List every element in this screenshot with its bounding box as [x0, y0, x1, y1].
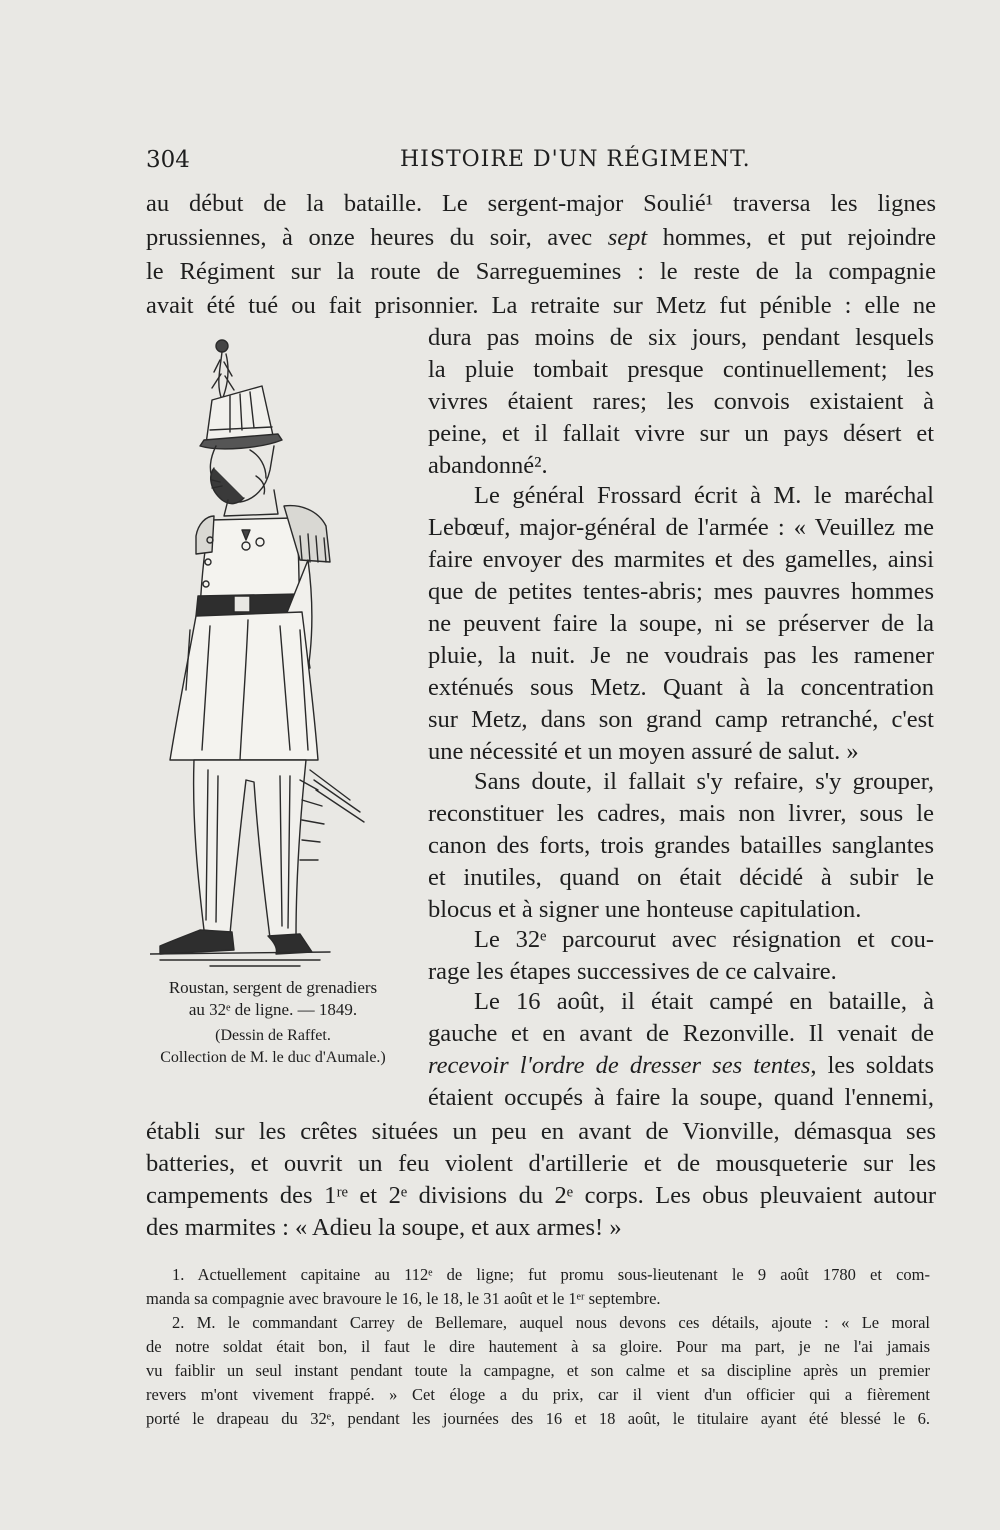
body-line: établi sur les crêtes situées un peu en avant de Vionville, démasqua ses: [146, 1118, 936, 1145]
body-line: Le 16 août, il était campé en bataille, à: [474, 988, 934, 1015]
body-line: Le général Frossard écrit à M. le maréchal: [474, 482, 934, 509]
footnote-line: revers m'ont vivement frappé. » Cet éloge a du prix, car il vient d'un officier qui a fièrement: [146, 1385, 930, 1404]
text-fragment: prussiennes, à onze heures du soir, avec: [146, 224, 608, 251]
body-line: [428, 1050, 934, 1082]
body-line: vivres étaient rares; les convois existaient à: [428, 388, 934, 415]
body-line: dura pas moins de six jours, pendant lesquels: [428, 324, 934, 351]
body-line: canon des forts, trois grandes batailles sanglantes: [428, 832, 934, 859]
body-line: batteries, et ouvrit un feu violent d'artillerie et de mousqueterie sur les: [146, 1150, 936, 1177]
body-line: gauche et en avant de Rezonville. Il venait de: [428, 1020, 934, 1047]
figure-credit-line: Collection de M. le duc d'Aumale.): [160, 1049, 386, 1066]
body-line: campements des 1ʳᵉ et 2ᵉ divisions du 2ᵉ corps. Les obus pleuvaient autour: [146, 1182, 936, 1209]
body-line: avait été tué ou fait prisonnier. La retraite sur Metz fut pénible : elle ne: [146, 292, 936, 319]
body-line: rage les étapes successives de ce calvaire.: [428, 958, 837, 985]
figure-credit-line: (Dessin de Raffet.: [215, 1027, 331, 1044]
text-fragment: , les soldats: [810, 1052, 934, 1079]
soldier-engraving-icon: [150, 330, 425, 970]
figure-caption-line: au 32ᵉ de ligne. — 1849.: [188, 1000, 358, 1019]
body-line: reconstituer les cadres, mais non livrer, sous le: [428, 800, 934, 827]
footnote-line: porté le drapeau du 32ᵉ, pendant les journées des 16 et 18 août, le titulaire ayant été blessé le 6.: [146, 1409, 930, 1428]
body-line: exténués sous Metz. Quant à la concentration: [428, 674, 934, 701]
body-line: blocus et à signer une honteuse capitulation.: [428, 896, 862, 923]
text-fragment: hommes, et put rejoindre: [647, 224, 936, 251]
page-number: 304: [146, 147, 190, 173]
body-line: des marmites : « Adieu la soupe, et aux armes! »: [146, 1214, 622, 1241]
body-line: une nécessité et un moyen assuré de salut. »: [428, 738, 859, 765]
italic-text: sept: [607, 224, 648, 251]
body-line: sur Metz, dans son grand camp retranché, c'est: [428, 706, 934, 733]
body-line: le Régiment sur la route de Sarreguemines : le reste de la compagnie: [146, 258, 936, 285]
footnote-line: de notre soldat était bon, il faut le dire hautement à sa gloire. Pour ma part, je ne l'ai jamais: [146, 1337, 930, 1356]
body-line: [146, 222, 936, 254]
body-line: la pluie tombait presque continuellement; les: [428, 356, 934, 383]
body-line: au début de la bataille. Le sergent-major Soulié¹ traversa les lignes: [146, 190, 936, 217]
body-line: que de petites tentes-abris; mes pauvres hommes: [428, 578, 934, 605]
italic-text: recevoir l'ordre de dresser ses tentes: [428, 1052, 811, 1079]
footnote-line: 2. M. le commandant Carrey de Bellemare, auquel nous devons ces détails, ajoute : « Le moral: [172, 1313, 930, 1332]
body-line: Le 32ᵉ parcourut avec résignation et cou-: [474, 926, 934, 953]
footnote-line: vu faiblir un seul instant pendant toute la campagne, et son calme et sa discipline après un premier: [146, 1361, 930, 1380]
body-line: et inutiles, quand on était décidé à subir le: [428, 864, 934, 891]
footnote-line: 1. Actuellement capitaine au 112ᵉ de ligne; fut promu sous-lieutenant le 9 août 1780 et com-: [172, 1265, 930, 1284]
body-line: abandonné².: [428, 452, 548, 479]
body-line: étaient occupés à faire la soupe, quand l'ennemi,: [428, 1084, 934, 1111]
footnote-line: manda sa compagnie avec bravoure le 16, le 18, le 31 août et le 1ᵉʳ septembre.: [146, 1289, 661, 1308]
running-title: HISTOIRE D'UN RÉGIMENT.: [400, 147, 751, 172]
body-line: pluie, la nuit. Je ne voudrais pas les ramener: [428, 642, 934, 669]
body-line: faire envoyer des marmites et des gamelles, ainsi: [428, 546, 934, 573]
body-line: ne peuvent faire la soupe, ni se préserver de la: [428, 610, 934, 637]
body-line: Sans doute, il fallait s'y refaire, s'y grouper,: [474, 768, 934, 795]
body-line: Lebœuf, major-général de l'armée : « Veuillez me: [428, 514, 934, 541]
figure-caption-line: Roustan, sergent de grenadiers: [168, 978, 378, 997]
body-line: peine, et il fallait vivre sur un pays désert et: [428, 420, 934, 447]
